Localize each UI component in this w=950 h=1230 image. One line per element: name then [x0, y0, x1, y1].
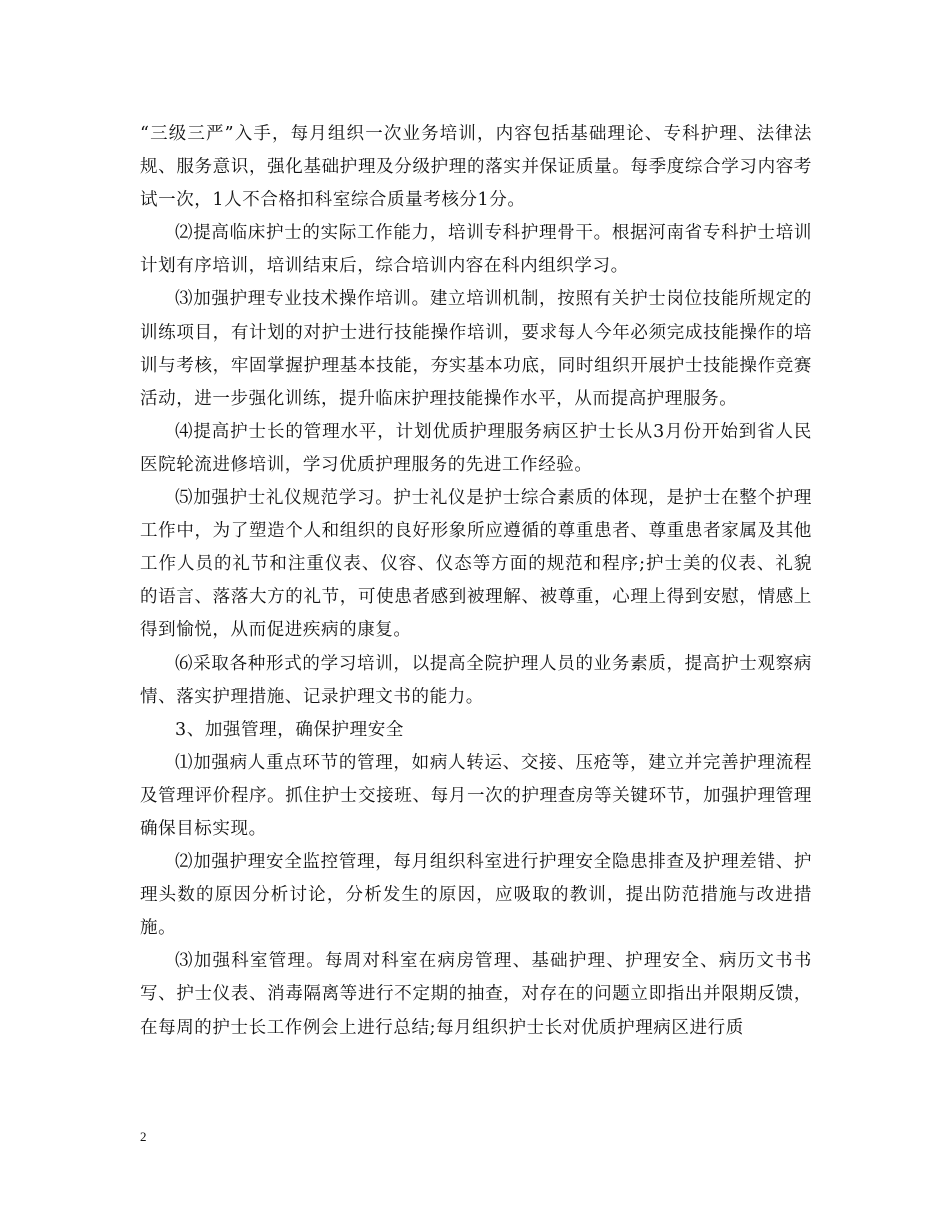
paragraph-9: ⑶加强科室管理。每周对科室在病房管理、基础护理、护理安全、病历文书书写、护士仪表、消毒隔离等进行不定期的抽查，对存在的问题立即指出并限期反馈，在每周的护士长工作例会上进行总结;每月组织护士长对优质护理病区进行质 [140, 951, 812, 1038]
paragraph-3: ⑶加强护理专业技术操作培训。建立培训机制，按照有关护士岗位技能所规定的训练项目，有计划的对护士进行技能操作培训，要求每人今年必须完成技能操作的培训与考核，牢固掌握护理基本技能，夯实基本功底，同时组织开展护士技能操作竞赛活动，进一步强化训练，提升临床护理技能操作水平，从而提高护理服务。 [140, 289, 812, 409]
paragraph-7: ⑴加强病人重点环节的管理，如病人转运、交接、压疮等，建立并完善护理流程及管理评价程序。抓住护士交接班、每月一次的护理查房等关键环节，加强护理管理确保目标实现。 [140, 752, 812, 839]
paragraph-6: ⑹采取各种形式的学习培训，以提高全院护理人员的业务素质，提高护士观察病情、落实护理措施、记录护理文书的能力。 [140, 653, 812, 707]
paragraph-2: ⑵提高临床护士的实际工作能力，培训专科护理骨干。根据河南省专科护士培训计划有序培训，培训结束后，综合培训内容在科内组织学习。 [140, 223, 812, 277]
paragraph-5: ⑸加强护士礼仪规范学习。护士礼仪是护士综合素质的体现，是护士在整个护理工作中，为了塑造个人和组织的良好形象所应遵循的尊重患者、尊重患者家属及其他工作人员的礼节和注重仪表、仪容、仪态等方面的规范和程序;护士美的仪表、礼貌的语言、落落大方的礼节，可使患者感到被理解、被尊重，心理上得到安慰，情感上得到愉悦，从而促进疾病的康复。 [140, 488, 812, 641]
section-heading: 3、加强管理，确保护理安全 [175, 719, 404, 740]
paragraph-8: ⑵加强护理安全监控管理，每月组织科室进行护理安全隐患排查及护理差错、护理头数的原因分析讨论，分析发生的原因，应吸取的教训，提出防范措施与改进措施。 [140, 852, 812, 939]
paragraph-1: “三级三严”入手，每月组织一次业务培训，内容包括基础理论、专科护理、法律法规、服务意识，强化基础护理及分级护理的落实并保证质量。每季度综合学习内容考试一次，1人不合格扣科室综合质量考核分1分。 [140, 124, 812, 211]
paragraph-4: ⑷提高护士长的管理水平，计划优质护理服务病区护士长从3月份开始到省人民医院轮流进修培训，学习优质护理服务的先进工作经验。 [140, 421, 812, 475]
page-number: 2 [140, 1129, 147, 1144]
document-body [140, 118, 812, 1045]
